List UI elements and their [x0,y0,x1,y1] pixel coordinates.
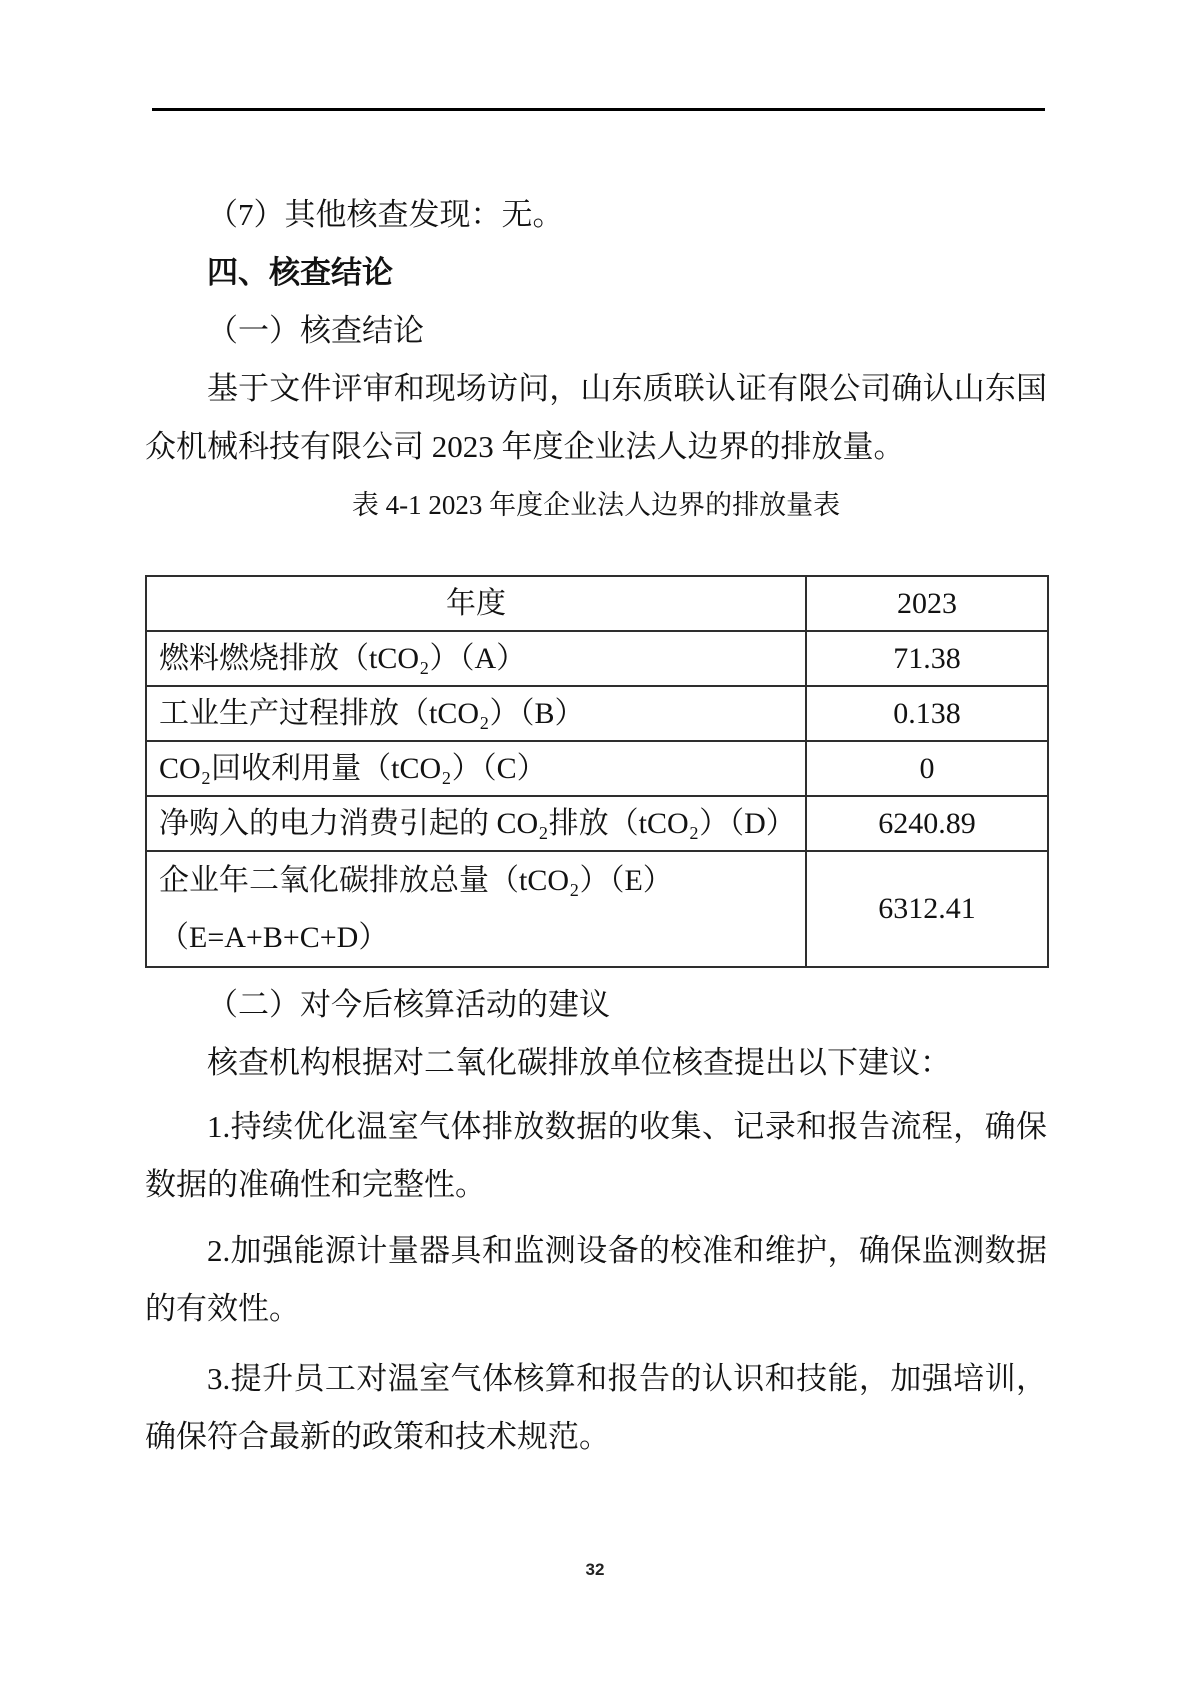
row-label-purchased-electricity: 净购入的电力消费引起的 CO₂排放（tCO₂）（D） [146,796,806,851]
subsection-recommendations: （二）对今后核算活动的建议 [207,987,610,1022]
page-number: 32 [585,1560,605,1579]
other-findings-line: （7）其他核查发现：无。 [207,197,564,232]
row-value-co2-recovery: 0 [806,741,1048,796]
table-header-year: 年度 [146,576,806,631]
table-header-value: 2023 [806,576,1048,631]
row-value-industrial-process: 0.138 [806,686,1048,741]
page-content [145,186,1047,1466]
row-value-total-emissions: 6312.41 [806,851,1048,967]
table-row-total [146,851,1048,967]
conclusion-paragraph: 基于文件评审和现场访问，山东质联认证有限公司确认山东国众机械科技有限公司 2023 年度企业法人边界的排放量。 [145,371,1047,464]
table-caption: 表 4-1 2023 年度企业法人边界的排放量表 [351,490,841,520]
row-label-industrial-process: 工业生产过程排放（tCO₂）（B） [146,686,806,741]
table-row [146,741,1048,796]
subsection-verification-conclusion: （一）核查结论 [207,313,424,348]
row-label-fuel-combustion: 燃料燃烧排放（tCO₂）（A） [146,631,806,686]
table-header-row [146,576,1048,631]
emissions-table [145,575,1049,968]
table-row [146,631,1048,686]
total-label-line1: 企业年二氧化碳排放总量（tCO₂）（E） [159,864,673,897]
table-row [146,686,1048,741]
recommendations-intro: 核查机构根据对二氧化碳排放单位核查提出以下建议： [207,1045,951,1080]
recommendation-3: 3.提升员工对温室气体核算和报告的认识和技能，加强培训，确保符合最新的政策和技术规范。 [145,1361,1047,1454]
row-label-co2-recovery: CO₂回收利用量（tCO₂）（C） [146,741,806,796]
row-value-purchased-electricity: 6240.89 [806,796,1048,851]
section-heading-conclusion: 四、核查结论 [207,255,393,290]
recommendation-2: 2.加强能源计量器具和监测设备的校准和维护，确保监测数据的有效性。 [145,1233,1047,1326]
table-row [146,796,1048,851]
recommendation-1: 1.持续优化温室气体排放数据的收集、记录和报告流程，确保数据的准确性和完整性。 [145,1109,1047,1202]
header-rule [152,108,1045,111]
row-value-fuel-combustion: 71.38 [806,631,1048,686]
row-label-total-emissions [146,851,806,967]
total-label-line2: （E=A+B+C+D） [159,921,389,954]
